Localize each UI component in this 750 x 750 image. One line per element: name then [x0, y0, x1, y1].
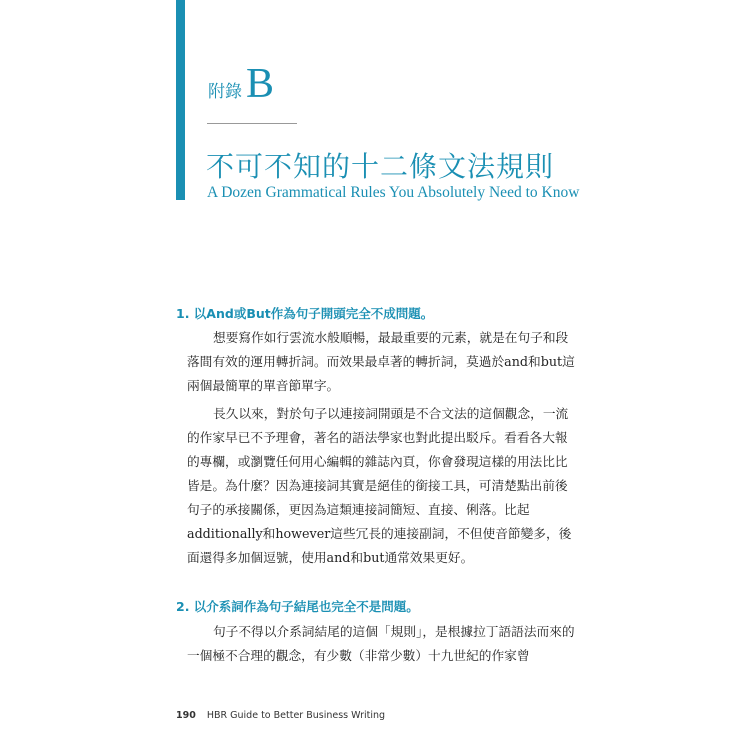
title-divider [207, 123, 297, 124]
appendix-word: 附錄 [208, 82, 242, 102]
chapter-title-english: A Dozen Grammatical Rules You Absolutely Need to Know [207, 184, 580, 201]
page-number: 190 [176, 710, 196, 721]
accent-bar [176, 0, 185, 200]
chapter-title-chinese: 不可不知的十二條文法規則 [206, 150, 555, 183]
page-footer [176, 710, 385, 721]
section-2-paragraph-1: 句子不得以介系詞結尾的這個「規則」，是根據拉丁語語法而來的一個極不合理的觀念，有少數（非常少數）十九世紀的作家曾 [187, 624, 575, 663]
running-title: HBR Guide to Better Business Writing [206, 710, 386, 721]
appendix-letter: B [246, 61, 275, 107]
section-heading-1: 1. 以And或But作為句子開頭完全不成問題。 [176, 306, 434, 321]
section-heading-2: 2. 以介系詞作為句子結尾也完全不是問題。 [176, 599, 419, 614]
section-1-paragraph-1: 想要寫作如行雲流水般順暢，最最重要的元素，就是在句子和段落間有效的運用轉折詞。而效果最卓著的轉折詞，莫過於and和but這兩個最簡單的單音節單字。 [187, 330, 575, 393]
section-1-paragraph-2: 長久以來，對於句子以連接詞開頭是不合文法的這個觀念，一流的作家早已不予理會，著名的語法學家也對此提出駁斥。看看各大報的專欄，或瀏覽任何用心編輯的雜誌內頁，你會發現這樣的用法比比皆是。為什麼？因為連接詞其實是絕佳的銜接工具，可清楚點出前後句子的承接關係，更因為這類連接詞簡短、直接、俐落。比起additionally和however這些冗長的連接副詞，不但使音節變多，後面還得多加個逗號，使用and和but通常效果更好。 [187, 406, 572, 565]
appendix-label [208, 60, 274, 108]
